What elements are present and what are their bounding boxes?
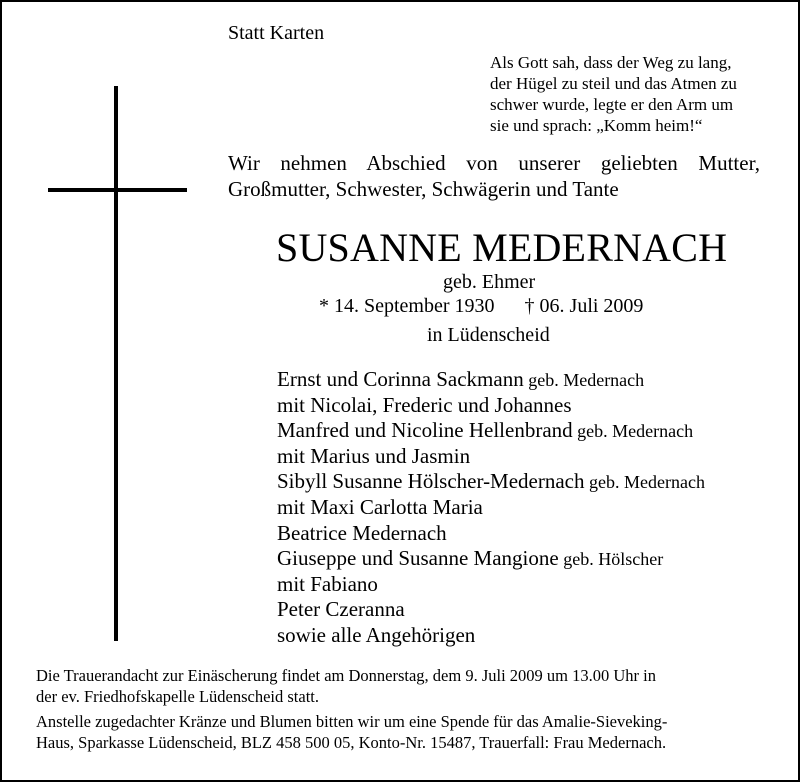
deceased-name: SUSANNE MEDERNACH — [276, 225, 728, 270]
family-line: mit Maxi Carlotta Maria — [277, 494, 483, 519]
family-line: Manfred und Nicoline Hellenbrand geb. Medernach — [277, 418, 694, 443]
footer-line: Die Trauerandacht zur Einäscherung findet am Donnerstag, dem 9. Juli 2009 um 13.00 Uhr in — [36, 666, 656, 685]
quote-line: der Hügel zu steil und das Atmen zu — [490, 74, 737, 93]
family-line: Beatrice Medernach — [277, 520, 447, 545]
quote-line: sie und sprach: „Komm heim!“ — [490, 116, 703, 135]
death-date: † 06. Juli 2009 — [524, 295, 644, 317]
footer-text — [36, 665, 771, 753]
cross-icon-horizontal — [48, 188, 187, 192]
family-line: Ernst und Corinna Sackmann geb. Medernach — [277, 367, 645, 391]
footer-line: der ev. Friedhofskapelle Lüdenscheid statt. — [36, 687, 320, 706]
family-list — [277, 367, 705, 649]
born-name: geb. Ehmer — [443, 271, 536, 293]
family-line: Peter Czeranna — [277, 597, 405, 622]
family-line: mit Fabiano — [277, 571, 378, 596]
intro-line: Wir nehmen Abschied von unserer geliebten Mutter, — [228, 151, 760, 175]
life-dates — [319, 295, 643, 318]
family-line: mit Nicolai, Frederic und Johannes — [277, 392, 572, 417]
footer-line: Anstelle zugedachter Kränze und Blumen bitten wir um eine Spende für das Amalie-Sieveking- — [36, 712, 668, 731]
family-line: Sibyll Susanne Hölscher-Medernach geb. Medernach — [277, 469, 705, 494]
cross-icon-vertical — [114, 86, 118, 641]
family-line: sowie alle Angehörigen — [277, 622, 476, 647]
family-line: mit Marius und Jasmin — [277, 443, 471, 468]
quote-line: schwer wurde, legte er den Arm um — [490, 95, 734, 114]
birth-date: * 14. September 1930 — [319, 295, 495, 317]
quote-block — [490, 52, 737, 136]
quote-line: Als Gott sah, dass der Weg zu lang, — [490, 53, 732, 72]
header-statt-karten: Statt Karten — [228, 22, 325, 44]
place: in Lüdenscheid — [427, 324, 550, 346]
footer-line: Haus, Sparkasse Lüdenscheid, BLZ 458 500 05, Konto-Nr. 15487, Trauerfall: Frau Medernach. — [36, 733, 667, 752]
family-line: Giuseppe und Susanne Mangione geb. Hölscher — [277, 546, 664, 571]
intro-line: Großmutter, Schwester, Schwägerin und Tante — [228, 177, 619, 201]
intro-text — [228, 150, 760, 202]
